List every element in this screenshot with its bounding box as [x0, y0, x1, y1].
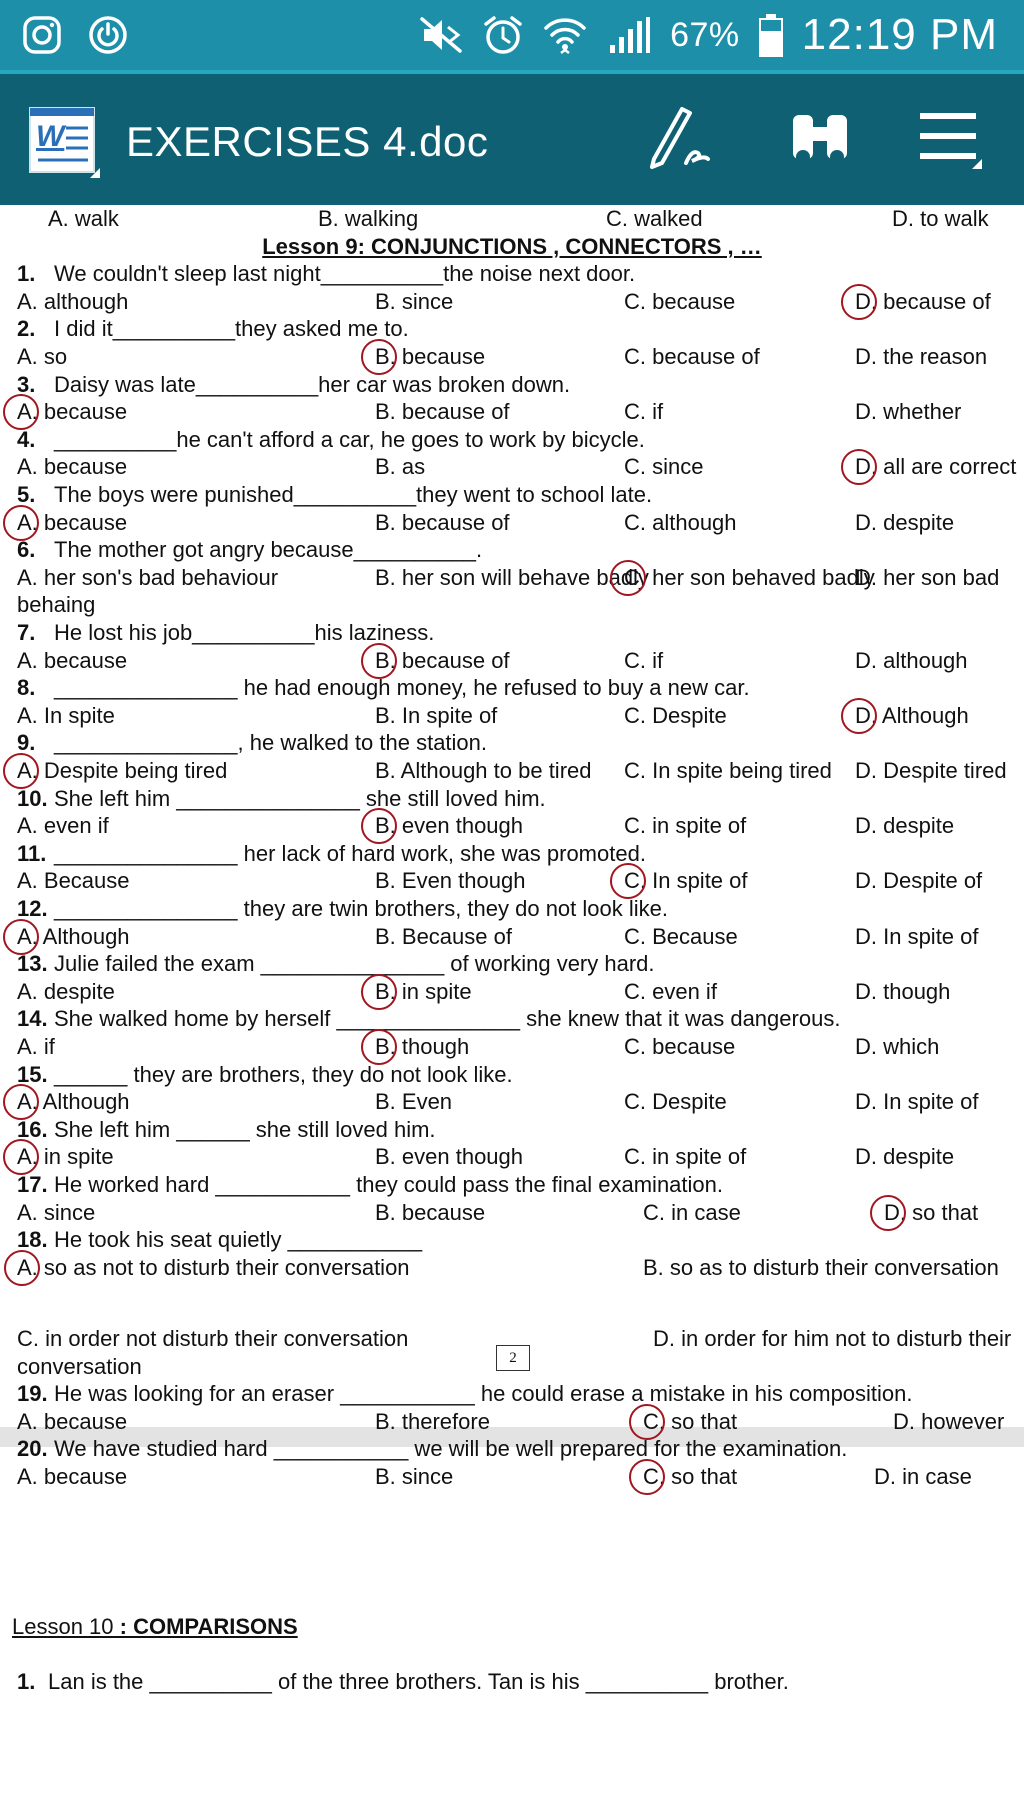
option-a[interactable]: A. although: [17, 288, 129, 314]
word-doc-icon: [28, 106, 100, 183]
mute-icon: [418, 15, 464, 55]
document-page-1: [0, 205, 1024, 1447]
options-row: [0, 288, 1024, 316]
option-a[interactable]: A. since: [17, 1199, 96, 1225]
option-a[interactable]: A. Although: [17, 1089, 130, 1115]
question-row: [0, 785, 1024, 813]
question-text: _______________ her lack of hard work, she was promoted.: [54, 840, 646, 866]
option-c[interactable]: C. so that: [643, 1408, 738, 1434]
question-text: The mother got angry because__________.: [54, 537, 483, 563]
option-c[interactable]: C. Despite: [624, 1089, 727, 1115]
option-d[interactable]: D. so that: [884, 1199, 979, 1225]
battery-icon: [758, 13, 784, 57]
question-row: [0, 1171, 1024, 1199]
option-a[interactable]: A. Although: [17, 923, 130, 949]
option-c[interactable]: C. in order not disturb their conversation: [17, 1326, 409, 1351]
option-wrap-line: [0, 1353, 1024, 1381]
question-text: Lan is the __________ of the three brothers. Tan is his __________ brother.: [48, 1669, 789, 1694]
pen-button[interactable]: [645, 104, 717, 176]
option-c[interactable]: C. if: [624, 647, 664, 673]
option-d[interactable]: D. the reason: [855, 344, 988, 369]
option-d[interactable]: D. however: [893, 1408, 1005, 1434]
question-text: He took his seat quietly ___________: [54, 1227, 423, 1253]
option-c[interactable]: C. if: [624, 399, 664, 425]
option-b[interactable]: B. Even: [375, 1089, 453, 1115]
option-b: B. walking: [318, 206, 419, 231]
question-row: [0, 315, 1024, 343]
option-a[interactable]: A. Despite being tired: [17, 758, 228, 783]
options-row: [0, 398, 1024, 426]
option-c[interactable]: C. so that: [643, 1464, 738, 1489]
wifi-icon: [542, 12, 588, 58]
options-row: [0, 343, 1024, 371]
options-row: [0, 923, 1024, 951]
option-d[interactable]: D. all are correct: [855, 454, 1017, 480]
option-c[interactable]: C. although: [624, 509, 737, 535]
option-a[interactable]: A. because: [17, 399, 128, 425]
question-number: 14.: [17, 1006, 48, 1032]
option-c[interactable]: C. in spite of: [624, 1144, 747, 1170]
question-row: [0, 895, 1024, 923]
option-a[interactable]: A. because: [17, 1464, 128, 1489]
option-c[interactable]: C. in case: [643, 1199, 741, 1225]
options-row: [0, 867, 1024, 895]
question-text: __________he can't afford a car, he goes to work by bicycle.: [54, 426, 645, 452]
option-c[interactable]: C. In spite of: [624, 868, 748, 894]
option-d[interactable]: D. her son bad: [855, 564, 1000, 590]
option-d[interactable]: D. Although: [855, 702, 969, 728]
option-b[interactable]: B. in spite: [375, 978, 472, 1004]
question-number: 18.: [17, 1227, 48, 1253]
question-row: [0, 1116, 1024, 1144]
options-row: [0, 1254, 1024, 1282]
option-c[interactable]: C. since: [624, 454, 704, 480]
option-a[interactable]: A. In spite: [17, 702, 115, 728]
option-b[interactable]: B. because of: [375, 647, 510, 673]
battery-percent: 67%: [670, 15, 740, 54]
lesson-10-title: : COMPARISONS: [113, 1613, 298, 1639]
option-d[interactable]: D. whether: [855, 399, 962, 425]
question-number: 6.: [17, 537, 36, 563]
question-row: [0, 729, 1024, 757]
question-text: The boys were punished__________they went to school late.: [54, 482, 653, 507]
option-b[interactable]: B. because: [375, 344, 486, 369]
question-row: [0, 1435, 1024, 1463]
question-number: 10.: [17, 785, 48, 811]
question-text: She walked home by herself _______________ she knew that it was dangerous.: [54, 1006, 841, 1032]
question-row: [0, 1005, 1024, 1033]
options-row: [0, 812, 1024, 840]
question-text: I did it__________they asked me to.: [54, 316, 409, 342]
question-number: 13.: [17, 951, 48, 977]
option-d-continued: behaing: [17, 592, 96, 618]
option-d[interactable]: D. because of: [855, 288, 991, 314]
options-row: [0, 1033, 1024, 1061]
option-b[interactable]: B. because: [375, 1199, 486, 1225]
option-d[interactable]: D. Despite tired: [855, 758, 1007, 783]
option-b[interactable]: B. therefore: [375, 1408, 490, 1434]
option-c[interactable]: C. Because: [624, 923, 738, 949]
question-number: 4.: [17, 426, 36, 452]
page-number: 2: [496, 1345, 530, 1371]
option-d[interactable]: D. In spite of: [855, 923, 979, 949]
options-row: [0, 1143, 1024, 1171]
power-circle-icon: [86, 13, 130, 57]
option-a[interactable]: A. in spite: [17, 1144, 114, 1170]
option-b[interactable]: B. her son will behave badly: [375, 564, 649, 590]
option-b[interactable]: B. so as to disturb their conversation: [643, 1254, 999, 1280]
question-number: 19.: [17, 1381, 48, 1407]
question-row: [0, 481, 1024, 509]
question-text: We couldn't sleep last night__________the noise next door.: [54, 261, 636, 287]
question-number: 17.: [17, 1172, 48, 1197]
question-number: 2.: [17, 316, 36, 342]
option-b[interactable]: B. because of: [375, 509, 510, 535]
question-number: 15.: [17, 1061, 48, 1087]
option-b[interactable]: B. since: [375, 288, 454, 314]
document-view[interactable]: [0, 205, 1024, 1820]
question-row: [0, 1380, 1024, 1408]
question-text: Julie failed the exam _______________ of working very hard.: [54, 951, 655, 977]
question-text: Daisy was late__________her car was broken down.: [54, 371, 571, 397]
question-number: 1.: [17, 261, 36, 287]
question-number: 12.: [17, 896, 48, 921]
option-a[interactable]: A. despite: [17, 978, 115, 1004]
find-button[interactable]: [784, 104, 856, 176]
option-b[interactable]: B. In spite of: [375, 702, 498, 728]
question-row: [0, 1668, 1024, 1696]
option-c: C. walked: [606, 206, 703, 231]
option-a[interactable]: A. Because: [17, 868, 130, 894]
hamburger-menu-icon: [918, 107, 982, 174]
doc-icon-letter: W: [36, 120, 65, 153]
option-a[interactable]: A. because: [17, 454, 128, 480]
options-row: [0, 509, 1024, 537]
question-text: She left him ______ she still loved him.: [54, 1116, 436, 1142]
question-text: She left him _______________ she still loved him.: [54, 785, 546, 811]
option-c[interactable]: C. Despite: [624, 702, 727, 728]
option-b[interactable]: B. Although to be tired: [375, 758, 592, 783]
question-row: [0, 1226, 1024, 1254]
question-row: [0, 536, 1024, 564]
previous-question-options: [0, 205, 1024, 233]
question-text: He was looking for an eraser ___________ he could erase a mistake in his composition.: [54, 1381, 913, 1407]
question-number: 3.: [17, 371, 36, 397]
option-d[interactable]: D. although: [855, 647, 968, 673]
option-d: D. to walk: [892, 206, 989, 231]
question-number: 11.: [17, 840, 47, 866]
option-d[interactable]: D. in case: [874, 1464, 972, 1489]
binoculars-icon: [789, 107, 851, 174]
question-row: [0, 950, 1024, 978]
option-c[interactable]: C. in spite of: [624, 813, 747, 839]
question-number: 8.: [17, 675, 36, 701]
option-d-continued: conversation: [17, 1353, 142, 1379]
options-row: [0, 647, 1024, 675]
lesson-9-heading: Lesson 9: CONJUNCTIONS , CONNECTORS , …: [262, 233, 762, 259]
question-row: [0, 1061, 1024, 1089]
options-row: [0, 453, 1024, 481]
options-row: [0, 1325, 1024, 1353]
question-text: _______________ he had enough money, he refused to buy a new car.: [54, 675, 750, 701]
option-d[interactable]: D. which: [855, 1034, 940, 1059]
question-row: [0, 840, 1024, 868]
question-number: 7.: [17, 620, 36, 645]
option-a[interactable]: A. even if: [17, 813, 109, 839]
pen-icon: [646, 105, 716, 176]
status-bar: [0, 0, 1024, 70]
option-b[interactable]: B. though: [375, 1034, 470, 1059]
question-row: [0, 426, 1024, 454]
options-row: [0, 978, 1024, 1006]
alarm-clock-icon: [482, 14, 524, 56]
question-number: 16.: [17, 1116, 48, 1142]
document-page-2: [0, 1326, 1024, 1820]
question-text: ______ they are brothers, they do not look like.: [54, 1061, 513, 1087]
lesson-10-heading: [12, 1613, 298, 1641]
option-c[interactable]: C. her son behaved badly: [624, 564, 875, 590]
option-a[interactable]: A. so: [17, 344, 68, 369]
option-c[interactable]: C. because of: [624, 344, 760, 369]
option-c[interactable]: C. because: [624, 288, 736, 314]
question-number: 9.: [17, 730, 36, 756]
option-a[interactable]: A. her son's bad behaviour: [17, 564, 279, 590]
instagram-icon: [22, 15, 62, 55]
options-row: [0, 1408, 1024, 1436]
question-number: 20.: [17, 1436, 48, 1462]
option-a[interactable]: A. so as not to disturb their conversation: [17, 1254, 410, 1280]
option-d[interactable]: D. In spite of: [855, 1089, 979, 1115]
question-row: [0, 260, 1024, 288]
question-row: [0, 674, 1024, 702]
option-d[interactable]: D. Despite of: [855, 868, 983, 894]
option-a: A. walk: [48, 206, 119, 231]
option-d[interactable]: D. though: [855, 978, 951, 1004]
options-row: [0, 1463, 1024, 1491]
question-text: _______________, he walked to the station.: [54, 730, 488, 756]
option-d[interactable]: D. in order for him not to disturb their: [653, 1326, 1012, 1351]
option-b[interactable]: B. even though: [375, 1144, 524, 1170]
question-text: He lost his job__________his laziness.: [54, 620, 435, 645]
question-row: [0, 619, 1024, 647]
options-row: [0, 1088, 1024, 1116]
options-row: [0, 1199, 1024, 1227]
question-text: We have studied hard ___________ we will be well prepared for the examination.: [54, 1436, 848, 1462]
option-b[interactable]: B. Because of: [375, 923, 512, 949]
options-row: [0, 702, 1024, 730]
option-b[interactable]: B. as: [375, 454, 426, 480]
options-row: [0, 757, 1024, 785]
options-row: [0, 564, 1024, 592]
option-wrap-line: [0, 591, 1024, 619]
option-d[interactable]: D. despite: [855, 1144, 955, 1170]
clock-time: 12:19 PM: [801, 10, 998, 59]
option-b[interactable]: B. because of: [375, 399, 510, 425]
option-b[interactable]: B. Even though: [375, 868, 526, 894]
menu-button[interactable]: [914, 104, 986, 176]
option-c[interactable]: C. because: [624, 1034, 736, 1059]
question-text: _______________ they are twin brothers, they do not look like.: [54, 896, 668, 921]
question-text: He worked hard ___________ they could pass the final examination.: [54, 1172, 724, 1197]
option-a[interactable]: A. if: [17, 1034, 55, 1059]
lesson-10-label: Lesson 10: [12, 1613, 114, 1639]
question-number: 5.: [17, 482, 36, 507]
app-bar: [0, 70, 1024, 205]
question-row: [0, 371, 1024, 399]
document-title: EXERCISES 4.doc: [126, 118, 489, 165]
option-d[interactable]: D. despite: [855, 813, 955, 839]
option-a[interactable]: A. because: [17, 1408, 128, 1434]
option-a[interactable]: A. because: [17, 647, 128, 673]
question-number: 1.: [17, 1669, 36, 1694]
option-d[interactable]: D. despite: [855, 509, 955, 535]
option-a[interactable]: A. because: [17, 509, 128, 535]
option-b[interactable]: B. even though: [375, 813, 524, 839]
option-c[interactable]: C. even if: [624, 978, 717, 1004]
option-b[interactable]: B. since: [375, 1464, 454, 1489]
option-c[interactable]: C. In spite being tired: [624, 758, 832, 783]
signal-icon: [606, 15, 652, 55]
